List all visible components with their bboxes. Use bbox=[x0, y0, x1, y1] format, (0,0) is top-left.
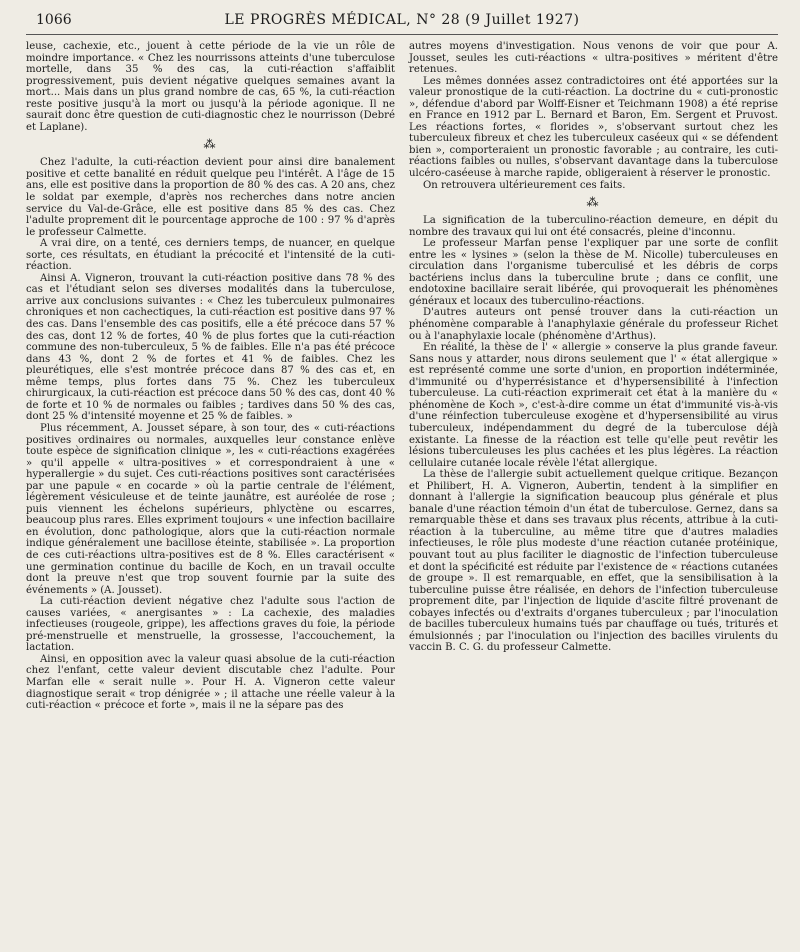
paragraph: Ainsi A. Vigneron, trouvant la cuti-réaction positive dans 78 % des cas et l'étudiant selon ses diverses modalités dans la tuberculose, arrive aux conclusions suivantes : « Chez les tuberculeux pulmonaires chroniques et non cachectiques, la cuti-réaction est positive dans 97 % des cas. Dans l'ensemble des cas positifs, elle a été précoce dans 57 % des cas, dont 12 % de fortes, 40 % de plus fortes que la cuti-réaction commune des non-tuberculeux, 5 % de faibles. Elle n'a pas été précoce dans 43 %, dont 2 % de fortes et 41 % de faibles. Chez les pleurétiques, elle s'est montrée précoce dans 87 % des cas et, en même temps, plus fortes dans 75 %. Chez les tuberculeux chirurgicaux, la cuti-réaction est précoce dans 50 % des cas, dont 40 % de forte et 10 % de normales ou faibles ; tardives dans 50 % des cas, dont 25 % d'intensité moyenne et 25 % de faibles. » bbox=[26, 272, 395, 423]
right-column bbox=[409, 41, 778, 712]
paragraph: Les mêmes données assez contradictoires ont été apportées sur la valeur pronostique de la cuti-réaction. La doctrine du « cuti-pronostic », défendue d'abord par Wolff-Eisner et Teichmann 1908) a été reprise en France en 1912 par L. Bernard et Baron, Em. Sergent et Pruvost. Les réactions fortes, « florides », s'observant surtout chez les tuberculeux fibreux et chez les tuberculeux caséeux qui « se défendent bien », comporteraient un pronostic favorable ; au contraire, les cuti-réactions faibles ou nulles, s'observant davantage dans la tuberculose ulcéro-caséeuse à marche rapide, obligeraient à réserver le pronostic. bbox=[409, 75, 778, 180]
section-separator: ⁂ bbox=[586, 195, 601, 210]
paragraph: On retrouvera ultérieurement ces faits. bbox=[423, 179, 626, 191]
paragraph: autres moyens d'investigation. Nous venons de voir que pour A. Jousset, seules les cuti-réactions « ultra-positives » méritent d'être retenues. bbox=[409, 41, 778, 76]
paragraph: D'autres auteurs ont pensé trouver dans la cuti-réaction un phénomène comparable à l'anaphylaxie générale du professeur Richet ou à l'anaphylaxie locale (phénomène d'Arthus). bbox=[409, 307, 778, 342]
paragraph: La signification de la tuberculino-réaction demeure, en dépit du nombre des travaux qui lui ont été consacrés, pleine d'inconnu. bbox=[409, 215, 778, 238]
paragraph: La thèse de l'allergie subit actuellement quelque critique. Bezançon et Philibert, H. A. Vigneron, Aubertin, tendent à la simplifier en donnant à l'allergie la signification beaucoup plus générale et plus banale d'une réaction témoin d'un état de tuberculose. Gernez, dans sa remarquable thèse et dans ses travaux plus récents, attribue à la cuti-réaction à la tuberculine, au même titre que d'autres maladies infectieuses, le rôle plus modeste d'une réaction cutanée protéinique, pouvant tout au plus faciliter le diagnostic de l'infection tuberculeuse et dont la spécificité est réduite par l'existence de « réactions cutanées de groupe ». Il est remarquable, en effet, que la sensibilisation à la tuberculine puisse être réalisée, en dehors de l'infection tuberculeuse proprement dite, par l'injection de liquide d'ascite filtré provenant de cobayes infectés ou d'extraits d'organes tuberculeux ; par l'inoculation de bacilles tuberculeux humains tués par chauffage ou tués, triturés et émulsionnés ; par l'inoculation ou l'injection des bacilles virulents du vaccin B. C. G. du professeur Calmette. bbox=[409, 469, 778, 654]
paragraph: A vrai dire, on a tenté, ces derniers temps, de nuancer, en quelque sorte, ces résultats, en étudiant la précocité et l'intensité de la cuti-réaction. bbox=[26, 238, 395, 273]
section-separator: ⁂ bbox=[203, 137, 218, 152]
paragraph: En réalité, la thèse de l' « allergie » conserve la plus grande faveur. Sans nous y attarder, nous dirons seulement que l' « état allergique » est représenté comme une sorte d'union, en proportion indéterminée, d'immunité ou d'hyperrésistance et d'hypersensibilité à l'infection tuberculeuse. La cuti-réaction exprimerait cet état à la manière du « phénomène de Koch », c'est-à-dire comme un état d'immunité vis-à-vis d'une réinfection tuberculeuse exogène et d'hypersensibilité au virus tuberculeux, indépendamment du degré de la tuberculose déjà existante. La finesse de la réaction est telle qu'elle peut revêtir les lésions tuberculeuses les plus cachées et les plus légères. La réaction cellulaire cutanée locale révèle l'état allergique. bbox=[409, 342, 778, 469]
journal-title: LE PROGRÈS MÉDICAL, N° 28 (9 Juillet 1927) bbox=[224, 12, 580, 28]
paragraph: La cuti-réaction devient négative chez l'adulte sous l'action de causes variées, « anergisantes » : La cachexie, des maladies infectieuses (rougeole, grippe), les affections graves du foie, la période pré-menstruelle et menstruelle, la grossesse, l'accouchement, la lactation. bbox=[26, 596, 395, 654]
paragraph: Plus récemment, A. Jousset sépare, à son tour, des « cuti-réactions positives ordinaires ou normales, auxquelles leur constance enlève toute espèce de signification clinique », les « cuti-réactions exagérées » qu'il appelle « ultra-positives » et correspondraient à une « hyperallergie » du sujet. Ces cuti-réactions positives sont caractérisées par une papule « en cocarde » où la partie centrale de l'élément, légèrement vésiculeuse et de teinte jaunâtre, est auréolée de rose ; puis viennent les échelons supérieurs, phlyctène ou escarres, beaucoup plus rares. Elles expriment toujours « une infection bacillaire en évolution, donc pathologique, alors que la cuti-réaction normale indique généralement une bacillose éteinte, stabilisée ». La proportion de ces cuti-réactions ultra-positives est de 8 %. Elles caractérisent « une germination continue du bacille de Koch, en un travail occulte dont la preuve n'est que trop souvent fournie par la suite des événements » (A. Jousset). bbox=[26, 422, 395, 596]
paragraph: Chez l'adulte, la cuti-réaction devient pour ainsi dire banalement positive et cette banalité en réduit quelque peu l'intérêt. A l'âge de 15 ans, elle est positive dans la proportion de 80 % des cas. A 20 ans, chez le soldat par exemple, d'après nos recherches dans notre ancien service du Val-de-Grâce, elle est positive dans 85 % des cas. Chez l'adulte proprement dit le pourcentage approche de 100 : 97 % d'après le professeur Calmette. bbox=[26, 157, 395, 238]
paragraph: leuse, cachexie, etc., jouent à cette période de la vie un rôle de moindre importance. « Chez les nourrissons atteints d'une tuberculose mortelle, dans 35 % des cas, la cuti-réaction s'affaiblit progressivement, puis devient négative quelques semaines avant la mort... Mais dans un plus grand nombre de cas, 65 %, la cuti-réaction reste positive jusqu'à la mort ou jusqu'à la période agonique. Il ne saurait donc être question de cuti-diagnostic chez le nourrisson (Debré et Laplane). bbox=[26, 41, 395, 133]
page-header bbox=[26, 12, 778, 35]
paragraph: Le professeur Marfan pense l'expliquer par une sorte de conflit entre les « lysines » (selon la thèse de M. Nicolle) tuberculeuses en circulation dans l'organisme tuberculisé et les débris de corps bactériens inclus dans la tuberculine brute ; dans ce conflit, une endotoxine bacillaire serait libérée, qui provoquerait les phénomènes généraux et locaux des tuberculino-réactions. bbox=[409, 238, 778, 307]
page-number: 1066 bbox=[36, 12, 72, 28]
text-columns bbox=[26, 41, 778, 712]
paragraph: Ainsi, en opposition avec la valeur quasi absolue de la cuti-réaction chez l'enfant, cette valeur devient discutable chez l'adulte. Pour Marfan elle « serait nulle ». Pour H. A. Vigneron cette valeur diagnostique serait « trop dénigrée » ; il attache une réelle valeur à la cuti-réaction « précoce et forte », mais il ne la sépare pas des bbox=[26, 653, 395, 712]
left-column bbox=[26, 41, 395, 712]
